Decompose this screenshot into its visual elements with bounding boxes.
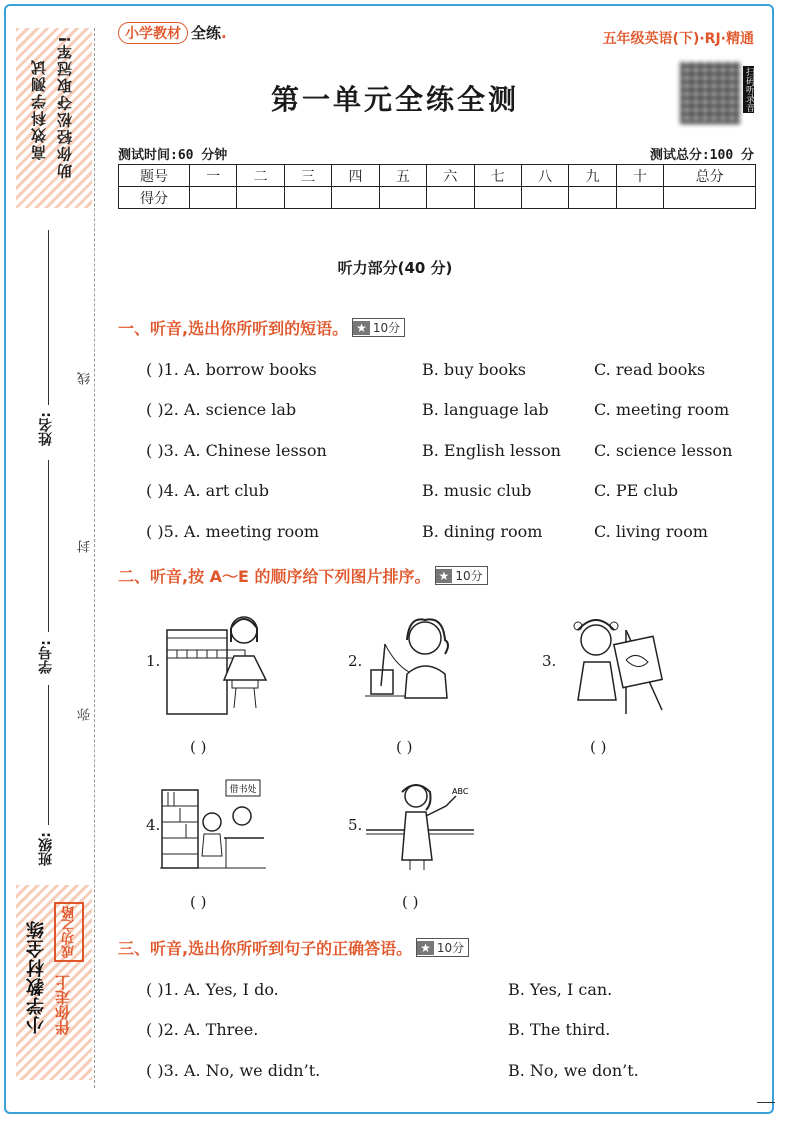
student-number-line[interactable] [48,460,49,632]
library-sign-text: 借书处 [229,785,257,795]
listening-title: 听力部分(40 分) [337,259,453,277]
table-cell: 总分 [664,165,756,187]
table-cell: 八 [521,165,568,187]
star-icon: ★ [353,321,370,335]
test-time: 测试时间:60 分钟 [118,148,228,163]
slogan-line-2: 助你轻松夺取冠军! [56,34,74,179]
star-icon: ★ [436,569,453,583]
page-footer-mark [757,1102,775,1103]
score-input-cell[interactable] [474,187,521,209]
score-table-row [119,187,756,209]
score-input-cell[interactable] [427,187,474,209]
class-label: 班级: [38,832,54,866]
qr-label: 扫码听录音 [744,67,754,112]
name-label: 姓名: [38,412,54,446]
table-cell: 题号 [119,165,190,187]
slogan-line-1: 高效科学测试 [30,58,48,160]
student-number-label: 学号: [38,640,54,674]
brand-pill: 小学教材 [118,22,188,44]
brand-text: 全练 [191,24,222,42]
picture-number: 1. [146,652,161,670]
score-input-cell[interactable] [284,187,331,209]
star-icon: ★ [417,941,434,955]
girl-piano-picture [162,608,282,718]
score-input-cell[interactable] [664,187,756,209]
points-badge: ★ 10分 [352,318,405,337]
table-cell: 五 [379,165,426,187]
points-badge: ★ 10分 [435,566,488,585]
table-cell: 六 [427,165,474,187]
teacher-board-picture [366,776,476,872]
picture-number: 5. [348,816,363,834]
score-input-cell[interactable] [616,187,663,209]
table-cell: 得分 [119,187,190,209]
success-badge: 成功之路 [54,902,84,962]
grade-info: 五年级英语(下)·RJ·精通 [602,31,754,47]
library-picture [160,776,268,872]
girl-experiment-picture [365,614,475,704]
section-2-title: 二、听音,按 A～E 的顺序给下列图片排序。 ★ 10分 [118,564,488,587]
brand-logo: 小学教材 全练. [118,22,227,44]
score-input-cell[interactable] [379,187,426,209]
seal-line-mark: 线 [78,372,93,385]
picture-number: 4. [146,816,161,834]
seal-feng-mark: 封 [78,540,93,553]
score-input-cell[interactable] [332,187,379,209]
class-line[interactable] [48,685,49,825]
answer-blank[interactable]: ( ) [402,893,419,911]
answer-blank[interactable]: ( ) [396,738,413,756]
section-1-title: 一、听音,选出你所听到的短语。 ★ 10分 [118,316,405,339]
seal-mi-mark: 弥 [78,708,93,721]
score-input-cell[interactable] [521,187,568,209]
brand-vertical: 小学教材全练 [26,920,47,1034]
score-table [118,164,756,209]
picture-number: 3. [542,652,557,670]
table-cell: 三 [284,165,331,187]
table-cell: 二 [237,165,284,187]
tagline: 伴你走上 [54,975,72,1035]
table-cell: 十 [616,165,663,187]
page-title: 第一单元全练全测 [270,83,519,116]
table-cell: 九 [569,165,616,187]
table-cell: 四 [332,165,379,187]
score-table-header [119,165,756,187]
table-cell: 七 [474,165,521,187]
test-total-score: 测试总分:100 分 [649,148,754,163]
score-input-cell[interactable] [237,187,284,209]
answer-blank[interactable]: ( ) [190,893,207,911]
qr-code[interactable] [680,62,740,124]
picture-number: 2. [348,652,363,670]
answer-blank[interactable]: ( ) [590,738,607,756]
answer-blank[interactable]: ( ) [190,738,207,756]
score-input-cell[interactable] [569,187,616,209]
score-input-cell[interactable] [190,187,237,209]
section-3-title: 三、听音,选出你所听到句子的正确答语。 ★ 10分 [118,936,469,959]
table-cell: 一 [190,165,237,187]
board-letters: ABC [452,787,469,796]
points-badge: ★ 10分 [416,938,469,957]
girl-painting-picture [566,610,676,720]
